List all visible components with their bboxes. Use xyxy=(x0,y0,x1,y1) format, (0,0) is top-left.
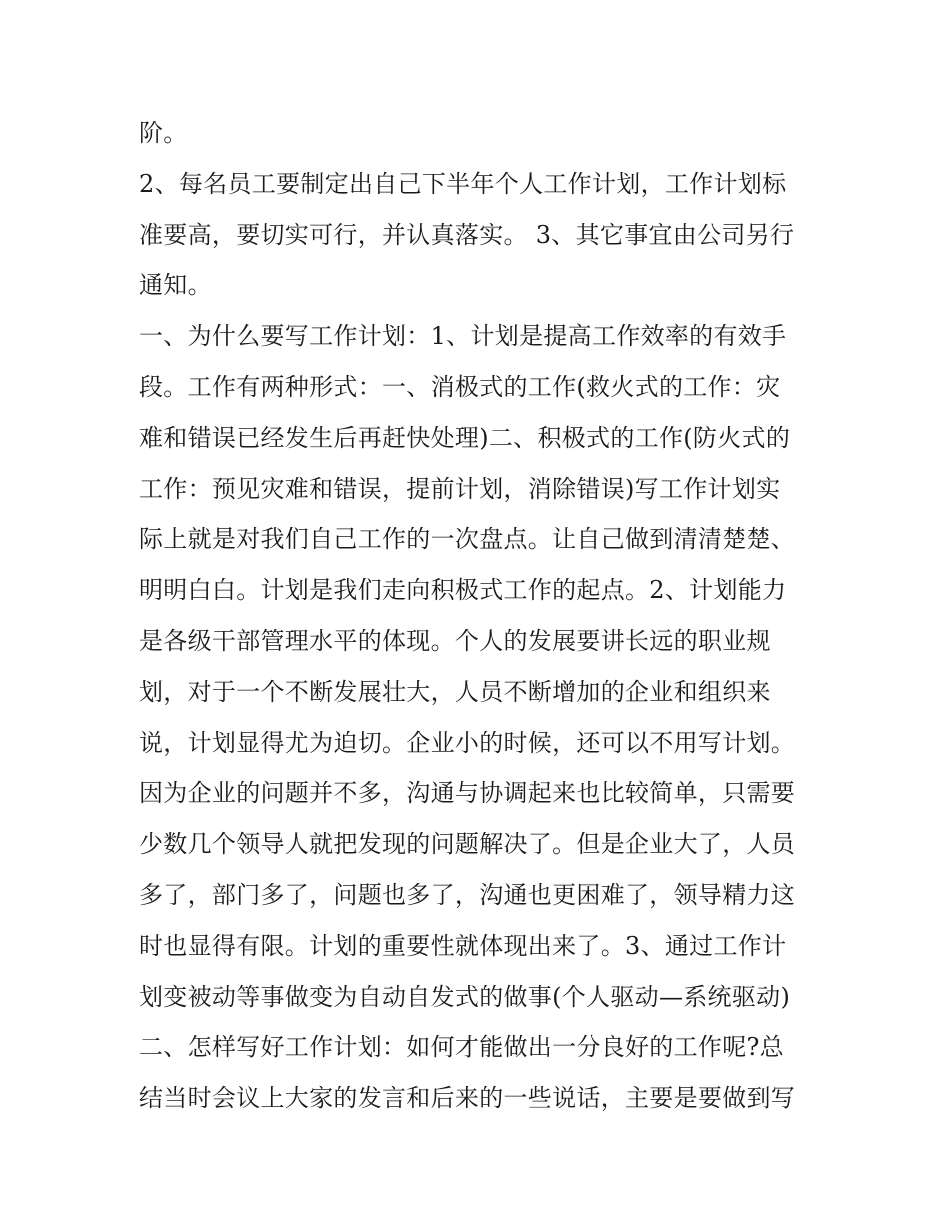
text-line: 难和错误已经发生后再赶快处理)二、积极式的工作(防火式的 xyxy=(139,423,791,452)
text-line: 际上就是对我们自己工作的一次盘点。让自己做到清清楚楚、 xyxy=(139,525,796,554)
text-line: 准要高，要切实可行，并认真落实。 3、其它事宜由公司另行 xyxy=(139,220,795,249)
text-line: 结当时会议上大家的发言和后来的一些说话，主要是要做到写 xyxy=(139,1084,796,1113)
text-line: 是各级干部管理水平的体现。个人的发展要讲长远的职业规 xyxy=(139,626,771,655)
text-line: 2、每名员工要制定出自己下半年个人工作计划，工作计划标 xyxy=(139,169,787,198)
text-line: 通知。 xyxy=(139,271,212,300)
body-text xyxy=(139,108,815,1124)
text-line: 工作：预见灾难和错误，提前计划，消除错误)写工作计划实 xyxy=(139,474,781,503)
text-line: 多了，部门多了，问题也多了，沟通也更困难了，领导精力这 xyxy=(139,880,796,909)
text-line: 时也显得有限。计划的重要性就体现出来了。3、通过工作计 xyxy=(139,931,787,960)
text-line: 一、为什么要写工作计划：1、计划是提高工作效率的有效手 xyxy=(139,322,787,351)
text-line: 明明白白。计划是我们走向积极式工作的起点。2、计划能力 xyxy=(139,576,787,605)
text-line: 划变被动等事做变为自动自发式的做事(个人驱动—系统驱动) xyxy=(139,982,791,1011)
text-line: 少数几个领导人就把发现的问题解决了。但是企业大了，人员 xyxy=(139,830,796,859)
text-line: 阶。 xyxy=(139,119,188,147)
text-line: 说，计划显得尤为迫切。企业小的时候，还可以不用写计划。 xyxy=(139,728,796,757)
text-line: 段。工作有两种形式：一、消极式的工作(救火式的工作：灾 xyxy=(139,372,781,401)
text-line: 因为企业的问题并不多，沟通与协调起来也比较简单，只需要 xyxy=(139,779,796,808)
text-line: 划，对于一个不断发展壮大，人员不断增加的企业和组织来 xyxy=(139,677,771,706)
text-line: 二、怎样写好工作计划：如何才能做出一分良好的工作呢?总 xyxy=(139,1033,784,1062)
